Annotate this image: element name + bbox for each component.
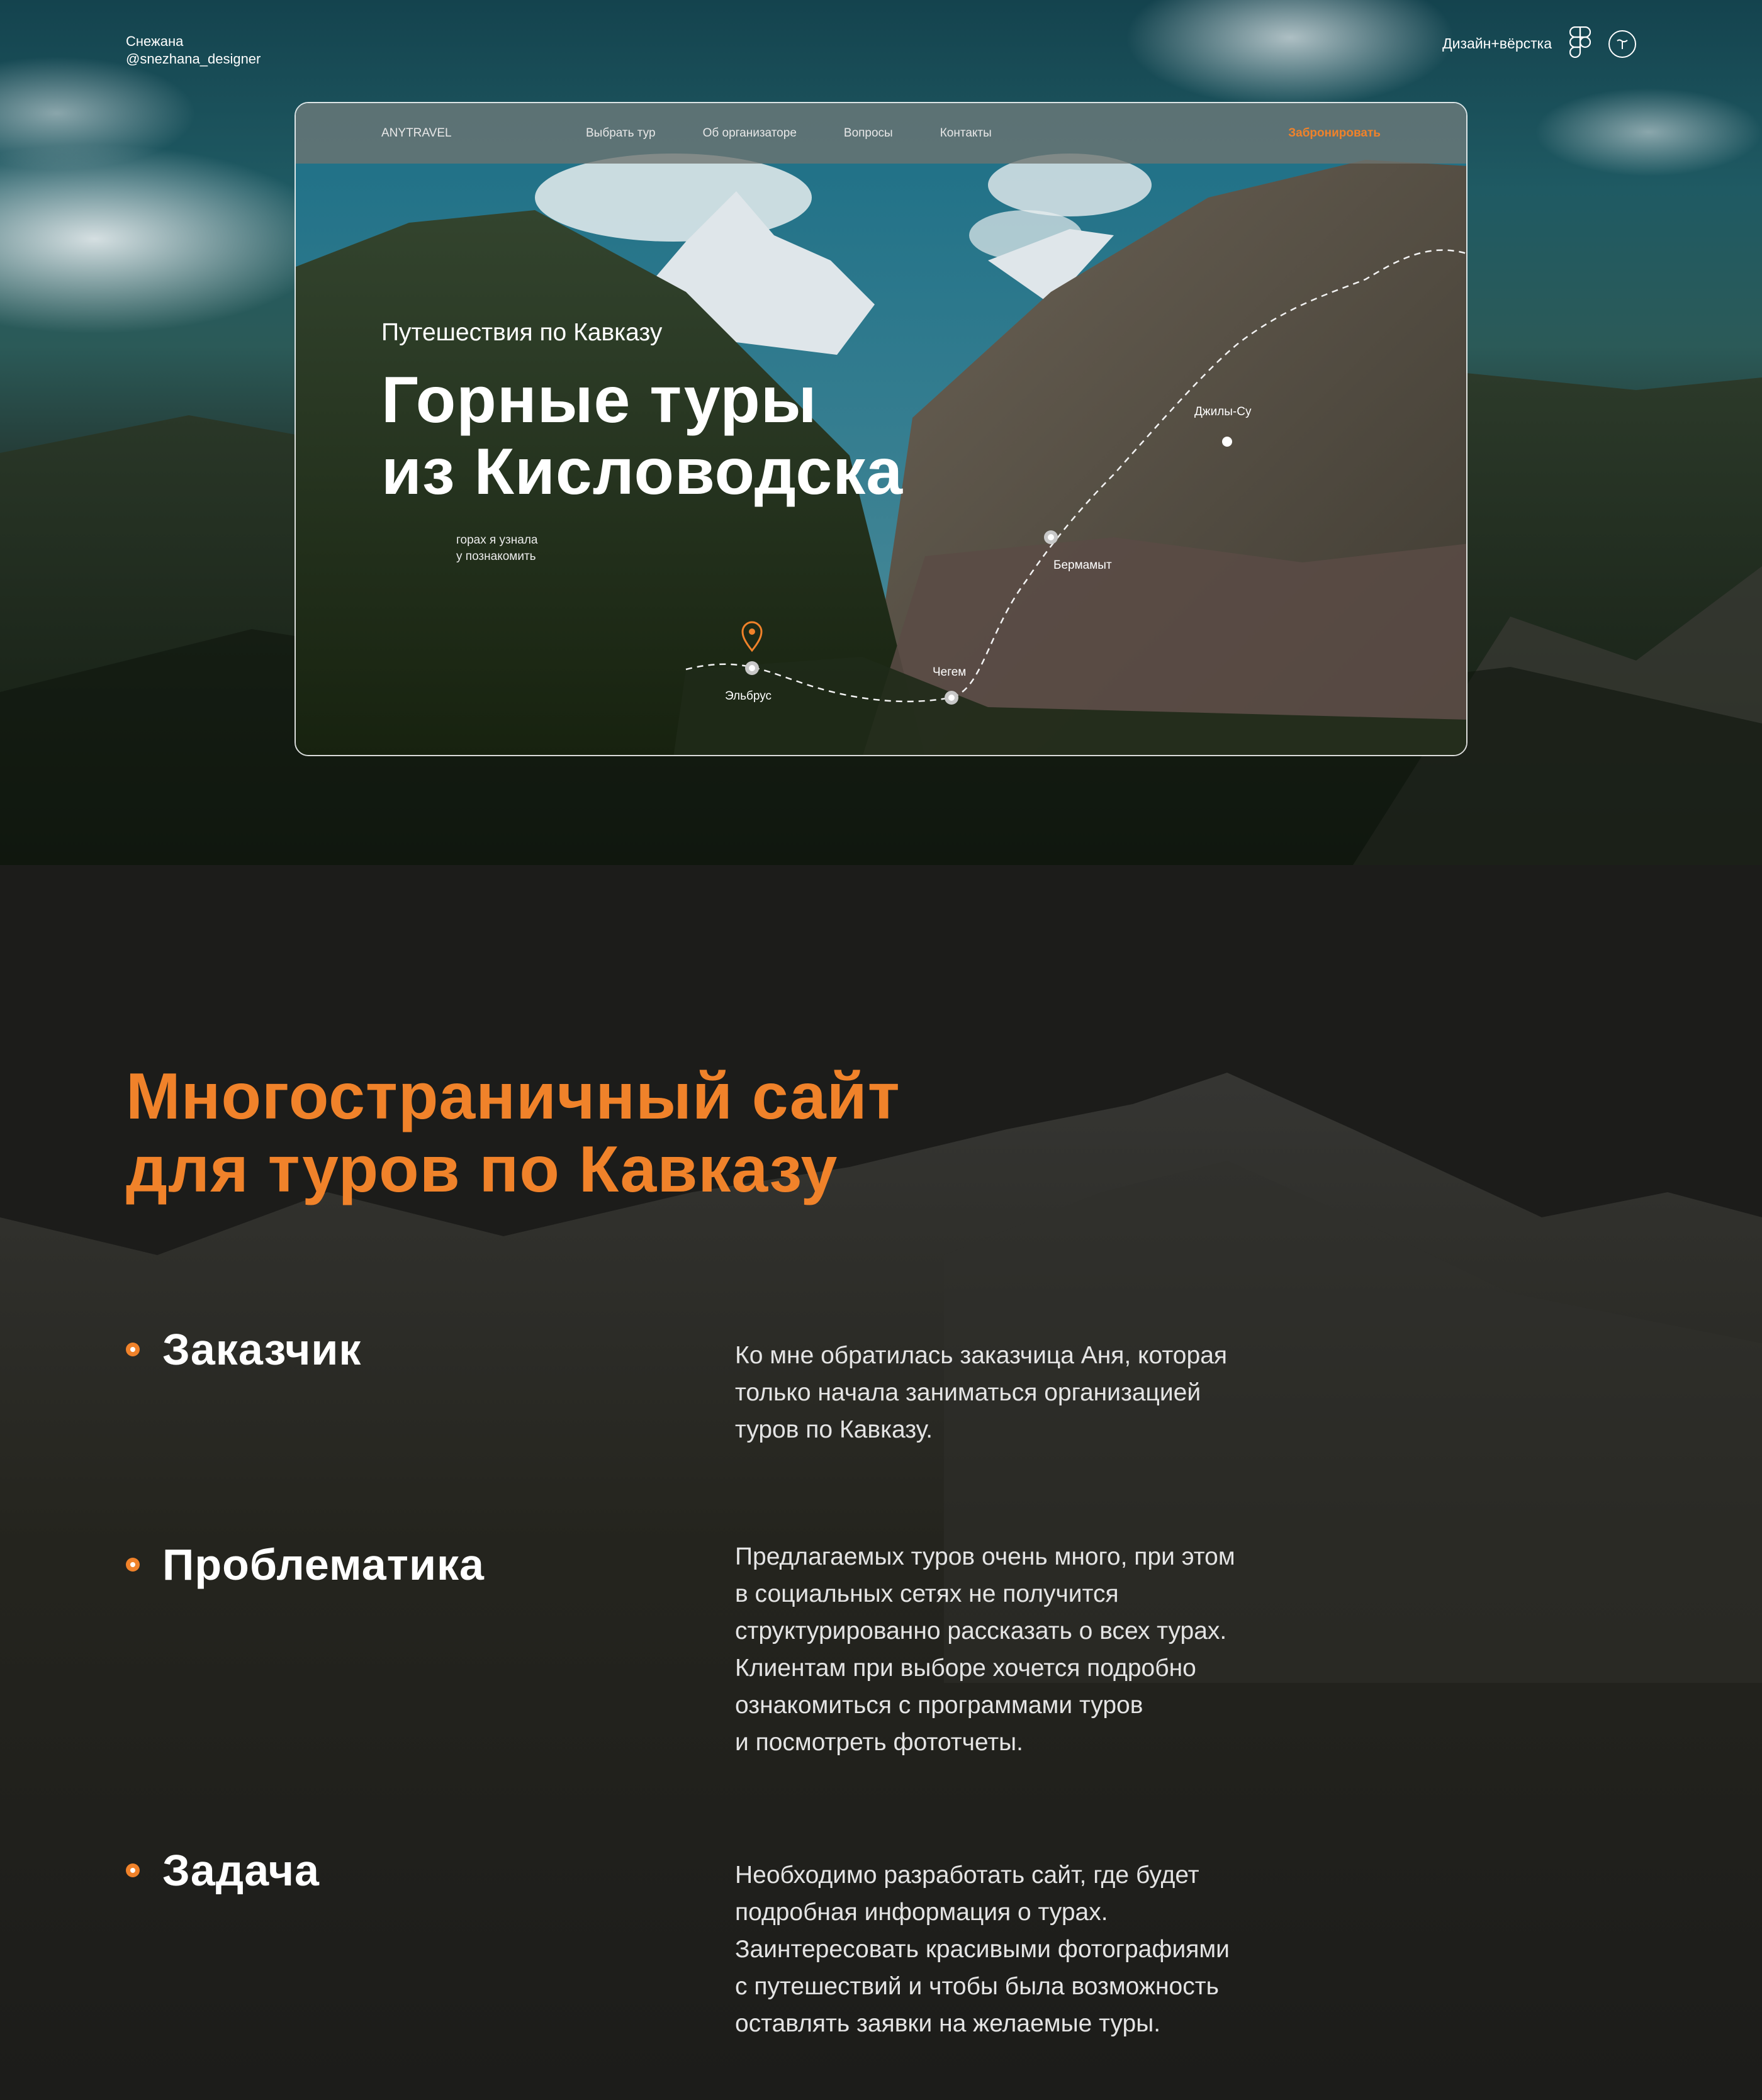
author-block <box>126 33 261 68</box>
mockup-description <box>456 532 537 565</box>
section-title-text: Заказчик <box>162 1325 362 1374</box>
place-label-bermamyt: Бермамыт <box>1053 559 1112 572</box>
mockup-nav-links <box>586 126 992 140</box>
nav-link-organizer[interactable]: Об организаторе <box>702 126 797 140</box>
route-point-dzhily-su <box>1222 437 1232 447</box>
tools-label: Дизайн+вёрстка <box>1442 35 1552 52</box>
tilda-icon <box>1608 30 1636 58</box>
bullet-icon <box>126 1558 140 1572</box>
hero-section <box>0 0 1762 865</box>
website-mockup <box>295 102 1467 756</box>
mockup-desc-line1: горах я узнала <box>456 533 538 547</box>
mockup-title <box>381 364 903 508</box>
figma-icon <box>1569 26 1591 61</box>
mockup-desc-line2: у познакомить <box>456 550 536 563</box>
place-label-chegem: Чегем <box>933 666 967 679</box>
mockup-title-line1: Горные туры <box>381 364 817 437</box>
tools-block <box>1442 26 1636 61</box>
section-title-text: Задача <box>162 1846 320 1895</box>
mockup-brand[interactable]: ANYTRAVEL <box>381 126 452 140</box>
route-point-chegem <box>945 691 958 705</box>
author-handle: @snezhana_designer <box>126 51 261 67</box>
case-headline-line2: для туров по Кавказу <box>126 1133 838 1206</box>
nav-link-contacts[interactable]: Контакты <box>940 126 992 140</box>
book-button[interactable]: Забронировать <box>1288 126 1381 140</box>
nav-link-faq[interactable]: Вопросы <box>843 126 893 140</box>
route-point-bermamyt <box>1044 530 1058 544</box>
case-description-section <box>0 865 1762 2100</box>
mockup-nav <box>296 103 1466 164</box>
section-text-problem: Предлагаемых туров очень много, при этом в социальных сетях не получится структурированно рассказать о всех турах. Клиентам при выборе хочется подробно ознакомиться с программами туров и посмотреть фототчеты. <box>735 1543 1235 1756</box>
section-title-client <box>126 1324 361 1375</box>
case-headline <box>126 1060 901 1206</box>
mockup-title-line2: из Кисловодска <box>381 435 904 508</box>
section-text-client: Ко мне обратилась заказчица Аня, которая только начала заниматься организацией туров по Кавказу. <box>735 1342 1227 1443</box>
place-label-elbrus: Эльбрус <box>725 690 772 703</box>
case-headline-line1: Многостраничный сайт <box>126 1060 901 1133</box>
nav-link-choose-tour[interactable]: Выбрать тур <box>586 126 656 140</box>
bullet-icon <box>126 1343 140 1356</box>
section-title-text: Проблематика <box>162 1540 485 1589</box>
section-title-task <box>126 1845 320 1896</box>
route-point-elbrus <box>745 661 759 675</box>
mockup-subtitle: Путешествия по Кавказу <box>381 319 663 346</box>
section-title-problem <box>126 1539 485 1590</box>
author-name: Снежана <box>126 33 184 49</box>
bullet-icon <box>126 1863 140 1877</box>
section-text-task: Необходимо разработать сайт, где будет подробная информация о турах. Заинтересовать красивыми фотографиями с путешествий и чтобы была возможность оставлять заявки на желаемые туры. <box>735 1862 1230 2037</box>
place-label-dzhily-su: Джилы-Су <box>1194 405 1252 418</box>
